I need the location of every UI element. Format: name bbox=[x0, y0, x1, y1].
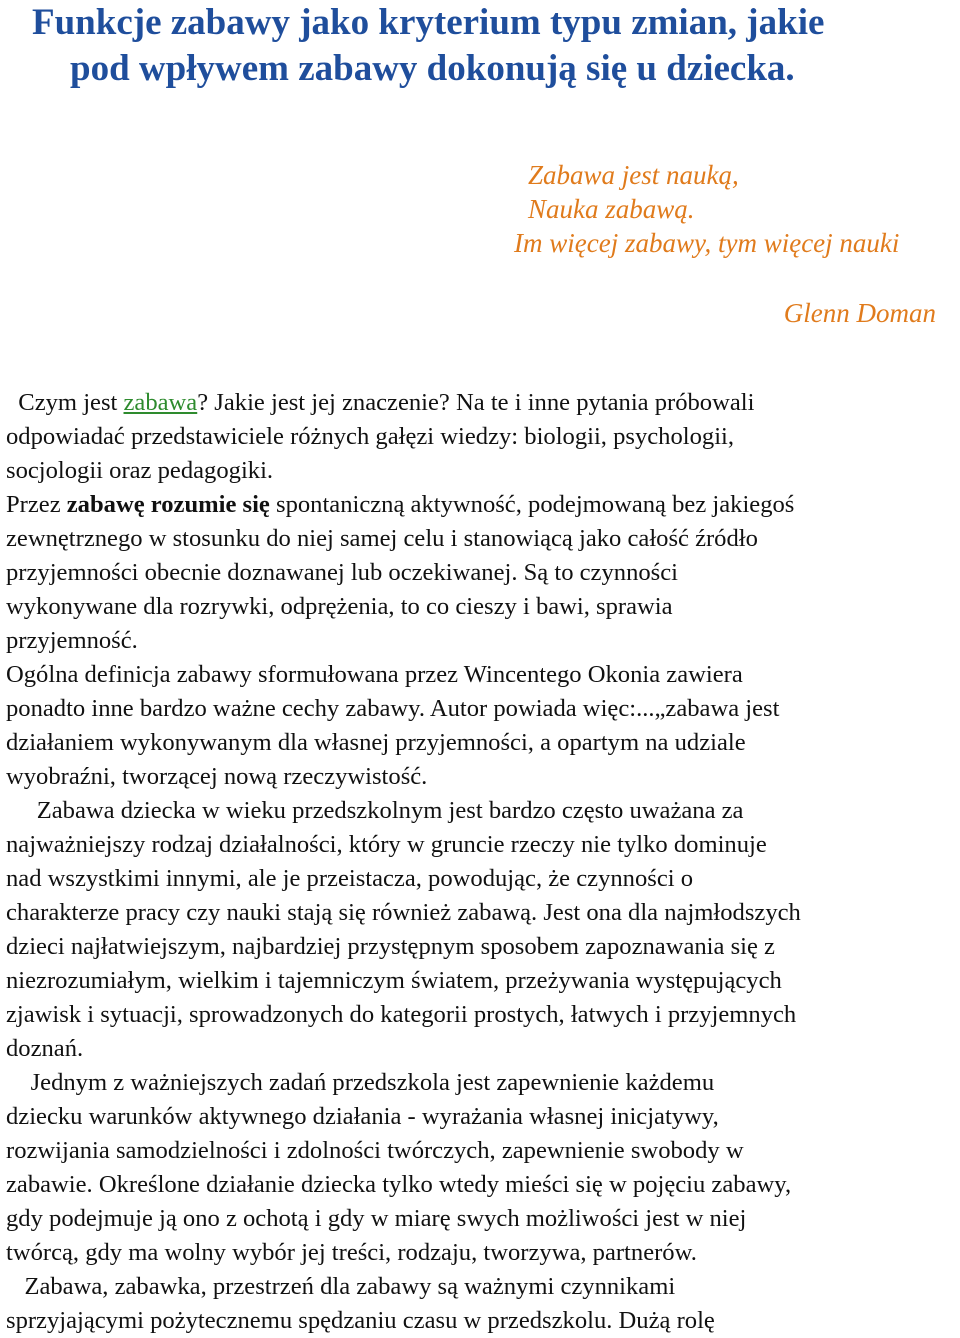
paragraph-4-line: dzieci najłatwiejszym, najbardziej przystępnym sposobem zapoznawania się z bbox=[6, 933, 775, 960]
paragraph-2-line: przyjemność. bbox=[6, 627, 138, 654]
text-run: Przez bbox=[6, 491, 67, 518]
title-line-2: pod wpływem zabawy dokonują się u dziecka. bbox=[70, 48, 795, 89]
paragraph-5-line: dziecku warunków aktywnego działania - wyrażania własnej inicjatywy, bbox=[6, 1103, 719, 1130]
body-text bbox=[6, 386, 960, 1338]
paragraph-5-line: Jednym z ważniejszych zadań przedszkola jest zapewnienie każdemu bbox=[6, 1069, 715, 1096]
text-run: ? Jakie jest jej znaczenie? Na te i inne pytania próbowali bbox=[197, 389, 755, 416]
motto-quote bbox=[500, 158, 940, 260]
paragraph-5-line: gdy podejmuje ją ono z ochotą i gdy w miarę swych możliwości jest w niej bbox=[6, 1205, 747, 1232]
paragraph-5-line: twórcą, gdy ma wolny wybór jej treści, rodzaju, tworzywa, partnerów. bbox=[6, 1239, 697, 1266]
paragraph-4-line: najważniejszy rodzaj działalności, który w gruncie rzeczy nie tylko dominuje bbox=[6, 831, 767, 858]
paragraph-2-line: wykonywane dla rozrywki, odprężenia, to co cieszy i bawi, sprawia bbox=[6, 593, 673, 620]
text-run: spontaniczną aktywność, podejmowaną bez jakiegoś bbox=[269, 491, 795, 518]
motto-line-1: Zabawa jest nauką, bbox=[528, 160, 739, 190]
paragraph-3-line: działaniem wykonywanym dla własnej przyjemności, a opartym na udziale bbox=[6, 729, 746, 756]
paragraph-2-line: przyjemności obecnie doznawanej lub oczekiwanej. Są to czynności bbox=[6, 559, 678, 586]
bold-term: zabawę rozumie się bbox=[66, 491, 270, 518]
paragraph-4-line: nad wszystkimi innymi, ale je przeistacza, powodując, że czynności o bbox=[6, 865, 694, 892]
paragraph-3-line: Ogólna definicja zabawy sformułowana przez Wincentego Okonia zawiera bbox=[6, 661, 743, 688]
zabawa-link[interactable]: zabawa bbox=[123, 389, 198, 416]
paragraph-4-line: niezrozumiałym, wielkim i tajemniczym światem, przeżywania występujących bbox=[6, 967, 782, 994]
paragraph-4-line: charakterze pracy czy nauki stają się również zabawą. Jest ona dla najmłodszych bbox=[6, 899, 801, 926]
paragraph-2-line-1 bbox=[6, 488, 960, 522]
motto-line-2: Nauka zabawą. bbox=[528, 194, 695, 224]
motto-author: Glenn Doman bbox=[783, 298, 936, 328]
paragraph-3-line: wyobraźni, tworzącej nową rzeczywistość. bbox=[6, 763, 428, 790]
motto-line-3: Im więcej zabawy, tym więcej nauki bbox=[514, 228, 900, 258]
paragraph-5-line: rozwijania samodzielności i zdolności twórczych, zapewnienie swobody w bbox=[6, 1137, 744, 1164]
document-title bbox=[32, 0, 952, 92]
paragraph-6-line: Zabawa, zabawka, przestrzeń dla zabawy są ważnymi czynnikami bbox=[6, 1273, 676, 1300]
paragraph-1-line-3: socjologii oraz pedagogiki. bbox=[6, 457, 274, 484]
paragraph-5-line: zabawie. Określone działanie dziecka tylko wtedy mieści się w pojęciu zabawy, bbox=[6, 1171, 792, 1198]
paragraph-1-line-1 bbox=[6, 386, 960, 420]
text-run: Czym jest bbox=[18, 389, 124, 416]
paragraph-4-line: doznań. bbox=[6, 1035, 84, 1062]
paragraph-1-line-2: odpowiadać przedstawiciele różnych gałęzi wiedzy: biologii, psychologii, bbox=[6, 423, 735, 450]
paragraph-4-line: zjawisk i sytuacji, sprowadzonych do kategorii prostych, łatwych i przyjemnych bbox=[6, 1001, 797, 1028]
title-line-1: Funkcje zabawy jako kryterium typu zmian, jakie bbox=[32, 2, 825, 43]
paragraph-4-line: Zabawa dziecka w wieku przedszkolnym jest bardzo często uważana za bbox=[6, 797, 744, 824]
paragraph-6-line: sprzyjającymi pożytecznemu spędzaniu czasu w przedszkolu. Dużą rolę bbox=[6, 1307, 715, 1334]
paragraph-2-line: zewnętrznego w stosunku do niej samej celu i stanowiącą jako całość źródło bbox=[6, 525, 758, 552]
paragraph-3-line: ponadto inne bardzo ważne cechy zabawy. Autor powiada więc:...„zabawa jest bbox=[6, 695, 780, 722]
